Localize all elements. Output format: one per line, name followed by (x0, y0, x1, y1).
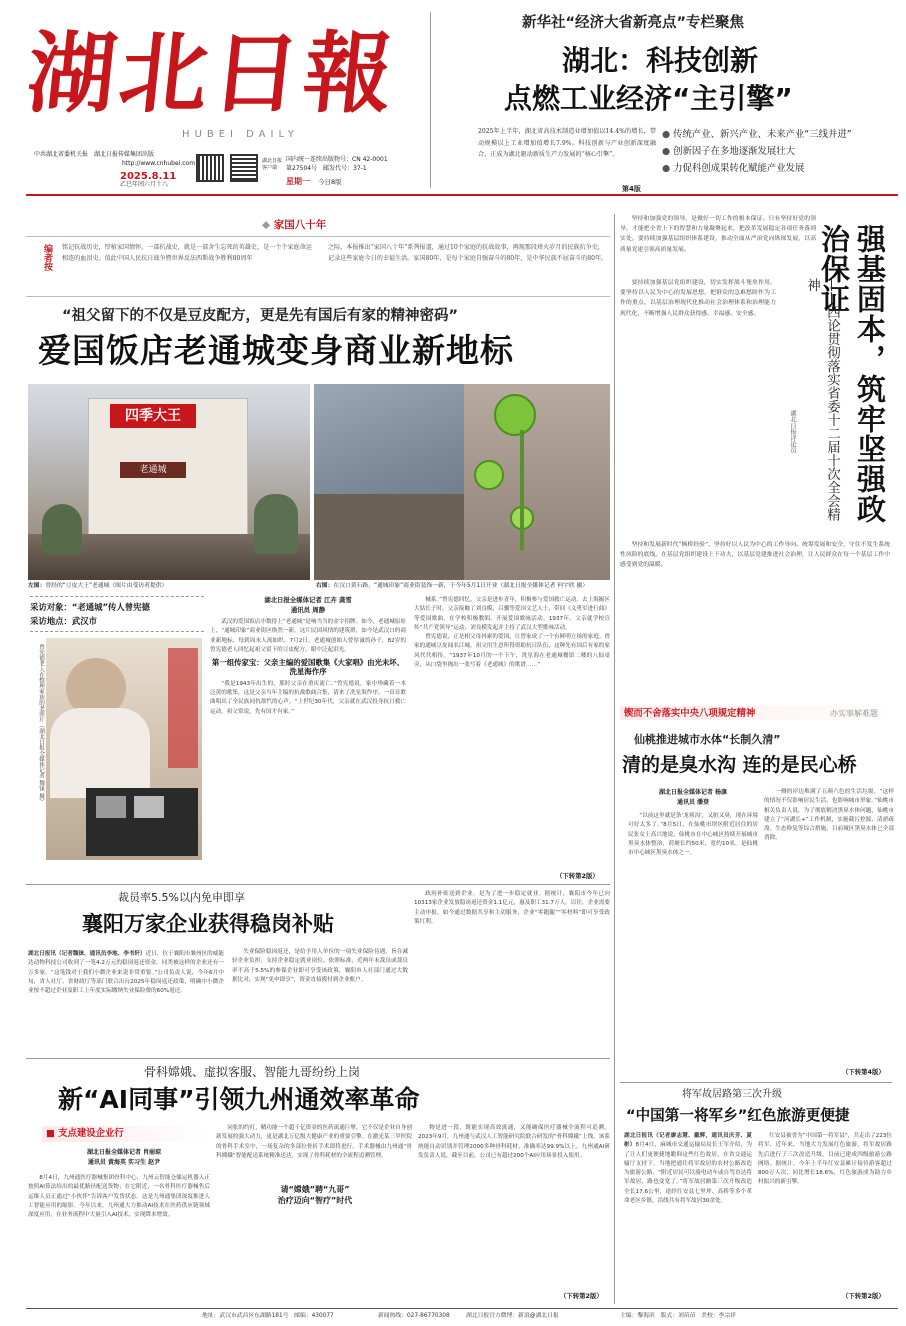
editor-note-left: 铭记抗战历史，厚植家国情怀。一部抗战史，就是一部舍生忘死的英雄史，是一个个家庭命运相连的血泪史。值此中国人民抗日战争暨世界反法西斯战争胜利80周年 (62, 244, 312, 263)
issn-line1: 国内统一连续出版物号：CN 42-0001 (286, 156, 388, 163)
rivers-continued[interactable]: （下转第4版） (842, 1068, 885, 1076)
rivers-body-col2: 一侧的岸边堆满了五颜六色的生活垃圾。“这样的情况不仅影响居民生活，也影响城市形象。”仙桃市相关负责人说，为了彻底解决黑臭水体问题，仙桃市建立了“河湖长+”工作机制，实施截污控源、清淤疏浚、生态修复等综合措施，目前城区黑臭水体已全部消除。 (764, 789, 894, 842)
jobs-body-col2: 失业保险稳岗返还，是给予用人单位的一项失业保险待遇，旨在减轻企业负担，支持企业稳定就业岗位。依照标准，近两年未裁员或裁员率不高于5.5%的参保企业即可享受该政策，襄阳市人社部门通过大数据比对，实现“免申即享”，资金直接拨付到企业账户。 (232, 949, 408, 983)
top-feature-bullets (662, 126, 896, 177)
editor-note-label: 编者按 (42, 244, 52, 271)
lead-subhead: 第一组传家宝：父亲主编的爱国歌集《大家唱》由光未坏、洗星海作序 (211, 658, 405, 677)
masthead (0, 0, 906, 193)
ai-byline: 湖北日报全媒体记者 肖丽琼 通讯员 黄海英 实习生 赵尹 (86, 1149, 162, 1166)
commentary-col2: 要持续加强基层党组织建设，切实发挥战斗堡垒作用。要坚持以人民为中心的发展思想，把群众的急难愁盼作为工作的重点，以基层治理现代化推动社会治理体系和治理能力现代化，不断增强人民群众获得感、幸福感、安全感。 (620, 280, 776, 317)
red-tour-story (620, 1086, 900, 1306)
commentary-subheadline: ——四论贯彻落实省委十二届十次全会精神 (804, 278, 840, 521)
ai-section-tag: ■ 支点建设企业行 (42, 1126, 206, 1142)
bullet-item[interactable]: ● 力促科创成果转化赋能产业发展 (662, 163, 805, 174)
photo-portrait (46, 638, 202, 860)
bullet-item[interactable]: ● 创新因子在多地逐渐发展壮大 (662, 146, 796, 157)
page-ref[interactable]: 第4版 (622, 185, 641, 193)
lead-story (26, 214, 610, 884)
caption-right: 右图：在汉口黄石路，“通城印象”商业街装饰一新，于今年5月1日开业（湖北日报全媒体记者 何宇欣 摄） (316, 583, 589, 589)
photo-new-street (314, 384, 610, 580)
restaurant-sign: 四季大王 (110, 404, 196, 428)
commentary (620, 214, 900, 704)
page-count: 今日8版 (318, 178, 342, 186)
jobs-kicker: 裁员率5.5%以内免申即享 (118, 891, 245, 904)
ai-story (26, 1062, 610, 1306)
lead-subheadline: “祖父留下的不仅是豆皮配方，更是先有国后有家的精神密码” (62, 308, 459, 324)
jobs-body-col3: 政府补贴送到企业，是为了进一步稳定就业。据统计，襄阳市今年已向10313家企业发放稳岗返还资金1.1亿元，惠及职工31.7万人。以往，企业需要主动申报，如今通过数据共享和主动服务，企业“零跑腿”“零材料”即可享受政策红利。 (414, 891, 610, 925)
qr-label: 湖北日报客户端 (262, 158, 283, 171)
restaurant-sign2: 老通城 (120, 462, 186, 478)
ai-body-col1: 8月4日，九州通医疗器械集团骨科中心，九州云智能仓储运机器人正按照AI算法给出的最优路径配送货物；在它附近，一名骨科医疗器械售后运维人员正通过“小伙伴”告诉客户发货状态。这是九州通集团深度推进人工智能应用的缩影。今年以来，九州通大力推动AI技术在医药供应链领域深度应用，在业务流程中大量引入AI技术，实现降本增效。 (28, 1175, 210, 1219)
qr-code (230, 154, 258, 182)
newspaper-logo: 湖北日報 (22, 21, 402, 125)
bullet-item[interactable]: ● 传统产业、新兴产业、未来产业“三线并进” (662, 129, 852, 140)
top-feature-headline1: 湖北：科技创新 (562, 44, 759, 77)
commentary-col3: 坚持和发展新时代“枫桥经验”，坚持好以人民为中心的工作导向。统筹发展和安全，守住不发生系统性风险的底线。在基层党组织建设上下功夫，以基层党建推进社会治理，让人民群众在每一个基层工作中感受到党的温暖。 (620, 542, 890, 569)
strip-label: 锲而不舍落实中央八项规定精神 (624, 708, 756, 719)
ai-body-col3: 物是进一段，既能实现高效流通，又能确保医疗器械全流程可追溯。2023年9月，九州通与武汉人工智能研究院联合研发的“骨科嫦娥”上线，该系统能自动识别并管理2000多种骨科耗材，准确率达99.9%以上。九州通AI研发负责人说，截至目前，公司已有超过200个AI应用场景投入使用。 (418, 1125, 610, 1159)
publisher-line2: 湖北日报传媒集团出版 (94, 151, 155, 158)
red-tour-headline: “中国第一将军乡”红色旅游更便捷 (626, 1107, 850, 1124)
lead-body-col2: 械系。”曾宪德回忆，父亲是进步青年，积极参与爱国救亡运动。去上海掘区大姑长子时，父亲接触了刘良模、吕骥等爱国文艺人士，带回《义勇军进行曲》等爱国歌曲，在学校积极教唱，开展爱国歌咏活动。1937年，父亲就学校宣传“共产党领导”运动，刘良模发起并主持了武汉大型歌咏活动。 曾宪德说，正是相父母抖索的爱国，让曾家成了一个有鲜明立场的家庭。曾家的通城豆皮闻名江城，祖父用生意所得资助抗日队伍，这种先有国后有家的家风代代相传。“1937年10月的一个下午，洗星海在老通城餐馆二楼的八仙桌旁，从口袋里掏出一张写着《老通城》的歌谱……” (414, 597, 610, 669)
lead-continued[interactable]: （下转第2版） (556, 872, 599, 880)
ai-body-col2: 同张的约打，精功能一个超千亿资金的医药流通巨擘，它不仅是企业自身创新发展的强大动力，更是湖北万亿级大健康产业的重要引擎。在激光某三甲医院的骨科手术室中，一场复杂的多部位骨折手术即将进行。手术器械由九州通“骨科嫦娥”智能配送系统精准送达，实现了骨科耗材的全流程追溯管理。 (216, 1125, 412, 1159)
rivers-story (620, 706, 900, 1078)
top-feature-kicker: 新华社“经济大省新亮点”专栏聚焦 (522, 15, 745, 31)
top-feature-summary: 2025年上半年，湖北省高技术制造业增加值以14.4%的增长，带动规模以上工业增加值增长7.9%。科技创新与产业创新深度融合，正成为湖北驱动新质生产力发展的“核心引擎”。 (478, 128, 656, 158)
lead-byline: 湖北日报全媒体记者 江卉 龚雪 通讯员 周静 (264, 596, 352, 614)
interview-subject: 采访对象：“老通城”传人曾宪德 (30, 602, 150, 612)
rivers-byline: 湖北日报全媒体记者 杨康 通讯员 潘登 (658, 789, 728, 806)
footer-address: 地址：武汉市武昌区东湖路181号 邮编：430077 (202, 1313, 334, 1319)
mascot-figure (474, 460, 504, 490)
commentary-author: 湖北日报评论员 (789, 410, 796, 454)
footer-editors: 主编：黎海滨 版式：刘苗苗 美校：李宗祥 (620, 1313, 736, 1319)
ai-headline: 新“AI同事”引领九州通效率革命 (58, 1085, 420, 1114)
ai-continued[interactable]: （下转第2版） (560, 1292, 603, 1300)
rivers-body-col1: “以前这里就是条‘龙须沟’，又脏又臭，现在环境可好太多了。”8月5日，在仙桃市坝区附近居住的居民张女士高兴地说。仙桃市在中心城区持续开展城市黑臭水体整治，荷塘长约50米，宽约10米，是仙桃市中心城区黑臭水体之一。 (628, 813, 758, 857)
red-tour-kicker: 将军故居路第三次升级 (682, 1089, 782, 1100)
strip-source: 办实事解难题 (830, 709, 878, 718)
red-tour-body-col1: 湖北日报讯（记者廖志慧、戴辉，通讯员庆芳、夏彬）8月4日，麻城市交通运输局局长王军介绍，为了让人们更便捷地瞻仰这些红色故居，在省交通运输厅支持下，当地把通往将军故居的农村公路改造为旅游公路。“附近居民可以骑电动车或自驾直达将军故居，路也变宽了。”将军故居路第三次升级改造全长17.6公里，途经红安县七里坪、高桥等多个革命老区乡镇，沿线共有将军故居30余处。 (624, 1133, 752, 1205)
ai-subheads: 请“嫦娥”聘“九哥” 治疗迈向“智疗”时代 (240, 1184, 390, 1206)
footer (26, 1311, 898, 1323)
jobs-story (26, 888, 610, 1054)
issue-date: 2025.8.11 (120, 171, 177, 182)
qr-code (196, 154, 224, 182)
rivers-headline: 清的是臭水沟 连的是民心桥 (622, 754, 857, 776)
commentary-col1: 坚持和加强党的领导，是做好一切工作的根本保证。只有坚持好党的领导，才能把全省上下的智慧和力量凝聚起来，把改革发展稳定各项任务落到实处。要持续加强基层组织体系建设，推动全面从严治党向纵深发展，以高质量党建引领高质量发展。 (620, 216, 816, 253)
lead-headline: 爱国饭店老通城变身商业新地标 (38, 331, 514, 370)
jobs-headline: 襄阳万家企业获得稳岗补贴 (82, 912, 334, 936)
photo-old-restaurant (28, 384, 310, 580)
top-feature-headline2: 点燃工业经济“主引擎” (504, 82, 793, 115)
interview-box (30, 596, 204, 632)
mascot-figure (494, 394, 536, 436)
footer-weibo: 湖北日报官方微博：新浪@湖北日报 (466, 1313, 559, 1319)
lunar-date: 乙巳年闰六月十八 (120, 181, 169, 188)
ai-kicker: 骨科嫦娥、虚拟客服、智能九哥纷纷上岗 (144, 1065, 361, 1079)
red-tour-continued[interactable]: （下转第2版） (842, 1292, 885, 1300)
editor-note-right: 之际，本报推出“家国八十年”系列报道，通过10个家庭的抗战故事，再现那段烽火岁月的民族抗争史，记录这些家庭今日的幸福生活。家国80年，是每个家庭自强奋斗的80年，是中华民族不屈奋斗的80年。 (328, 244, 608, 263)
red-tour-body-col2: 红安县被誉为“中国第一将军县”，共走出了223位将军。近年来，当地大力发展红色旅游，将军故居路先后进行了三次改造升级，目前已建成四级旅游公路网络。据统计，今年上半年红安县累计接待游客超过800万人次，同比增长18.6%，红色旅游成为助力乡村振兴的新引擎。 (758, 1133, 892, 1186)
caption-left: 左图：曾经的“豆皮大王”老通城（图片由受访者提供） (28, 583, 168, 589)
issn-line2: 第27504号 邮发代号：37-1 (286, 164, 367, 172)
commentary-headline: 强基固本，筑牢坚强政治保证 (817, 224, 887, 524)
jobs-body-col1: 湖北日报讯（记者魏铼、通讯员李地、李书轩）近日，位于襄阳市襄州区的威能达动物科技公司收到了一笔4.2万元的稳岗返还资金，同类被这样的企业还有一万多家。“这笔钱对于我们小微企业来说非常重要。”公司负责人说，今年6月中旬，省人社厅、省财政厅等部门联合出台2025年稳岗返还政策，明确中小微企业按不超过企业及职工上年度实际缴纳失业保险费的60%返还。 (28, 951, 224, 995)
section-tag: ◆ 家国八十年 (262, 219, 327, 231)
logo-pinyin: HUBEI DAILY (182, 129, 299, 140)
lead-body-col1: 武汉的爱国饭店中数得上“老通城”是响当当的金字招牌。如今，老通城原址上，“通城印象”商业街区焕然一新。这片民国风情的建筑群，如今是武汉口的商业新地标，每到周末人流如织。7月2日，老通城创始人曾厚诚的孙子，82岁的曾宪德老人回忆起祖父留下的豆皮配方，眼中泛起泪光。 第一组传家宝：父亲主编的爱国歌集《大家唱》由光未坏、洗星海作序 “我是1943年出生的，那时父亲在重庆流亡。”曾宪德说，家中珍藏着一本泛黄的歌集，这是父亲当年主编的抗战歌曲合集，请来了冼星海作序，一首首歌曲唱出了全民族同仇敌忾的心声。“上世纪30年代，父亲就在武汉投身抗日救亡运动。祖父常说，先有国才有家。” (210, 619, 406, 715)
rivers-kicker: 仙桃推进城市水体“长制久清” (634, 733, 781, 746)
interview-place: 采访地点：武汉市 (30, 616, 97, 626)
weekday: 星期一 (286, 177, 310, 186)
issn-block (286, 156, 416, 173)
website[interactable]: http://www.cnhubei.com (122, 160, 196, 167)
publisher-line1: 中共湖北省委机关报 (34, 151, 89, 158)
portrait-caption: 曾宪德老人在整理家族的老照片（湖北日报全媒体记者 魏铼 摄） (38, 644, 44, 805)
footer-hotline: 新闻热线：027-86770308 (378, 1313, 450, 1319)
